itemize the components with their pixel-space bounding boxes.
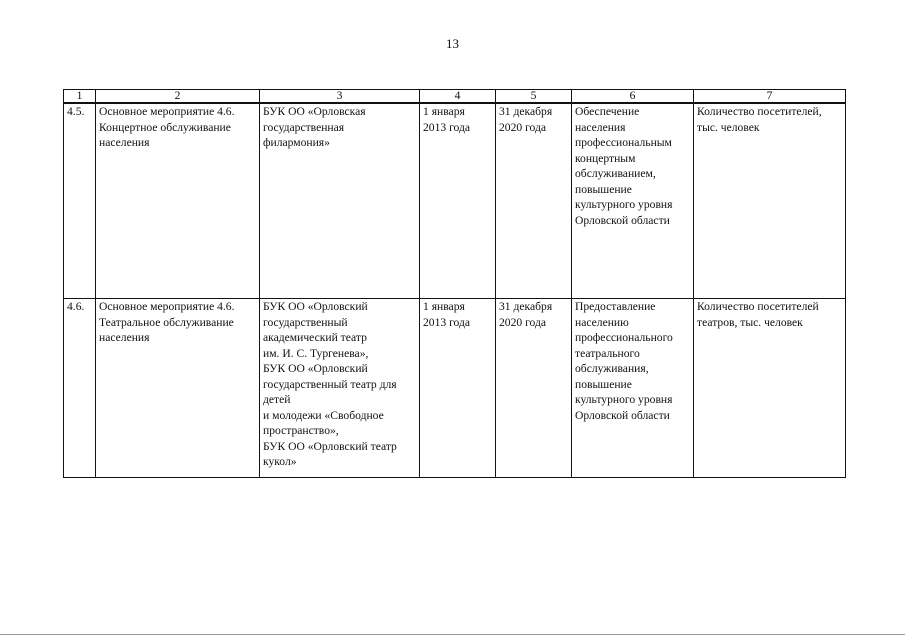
column-header-3: 3 — [260, 90, 420, 104]
activity-cell: Основное мероприятие 4.6. Театральное обслуживание населения — [96, 299, 260, 478]
table-row — [64, 299, 846, 478]
column-header-2: 2 — [96, 90, 260, 104]
expected-result-cell: Предоставление населению профессионального театрального обслуживания, повышение культурного уровня Орловской области — [572, 299, 694, 478]
page-bottom-rule — [0, 634, 905, 635]
expected-result-cell: Обеспечение населения профессиональным концертным обслуживанием, повышение культурного уровня Орловской области — [572, 103, 694, 299]
start-date-cell: 1 января 2013 года — [420, 299, 496, 478]
end-date-cell: 31 декабря 2020 года — [496, 103, 572, 299]
column-header-4: 4 — [420, 90, 496, 104]
executor-cell: БУК ОО «Орловский государственный академический театр им. И. С. Тургенева», БУК ОО «Орловский государственный театр для детей и молодежи «Свободное пространство», БУК ОО «Орловский театр кукол» — [260, 299, 420, 478]
indicator-cell: Количество посетителей, тыс. человек — [694, 103, 846, 299]
end-date-cell: 31 декабря 2020 года — [496, 299, 572, 478]
table-row — [64, 103, 846, 299]
column-header-6: 6 — [572, 90, 694, 104]
start-date-cell: 1 января 2013 года — [420, 103, 496, 299]
executor-cell: БУК ОО «Орловская государственная филармония» — [260, 103, 420, 299]
activity-cell: Основное мероприятие 4.6. Концертное обслуживание населения — [96, 103, 260, 299]
program-activities-table — [63, 89, 846, 478]
column-header-5: 5 — [496, 90, 572, 104]
column-header-7: 7 — [694, 90, 846, 104]
column-header-1: 1 — [64, 90, 96, 104]
page-number: 13 — [446, 36, 459, 51]
indicator-cell: Количество посетителей театров, тыс. человек — [694, 299, 846, 478]
row-number: 4.5. — [64, 103, 96, 299]
table-header-row — [64, 90, 846, 104]
row-number: 4.6. — [64, 299, 96, 478]
